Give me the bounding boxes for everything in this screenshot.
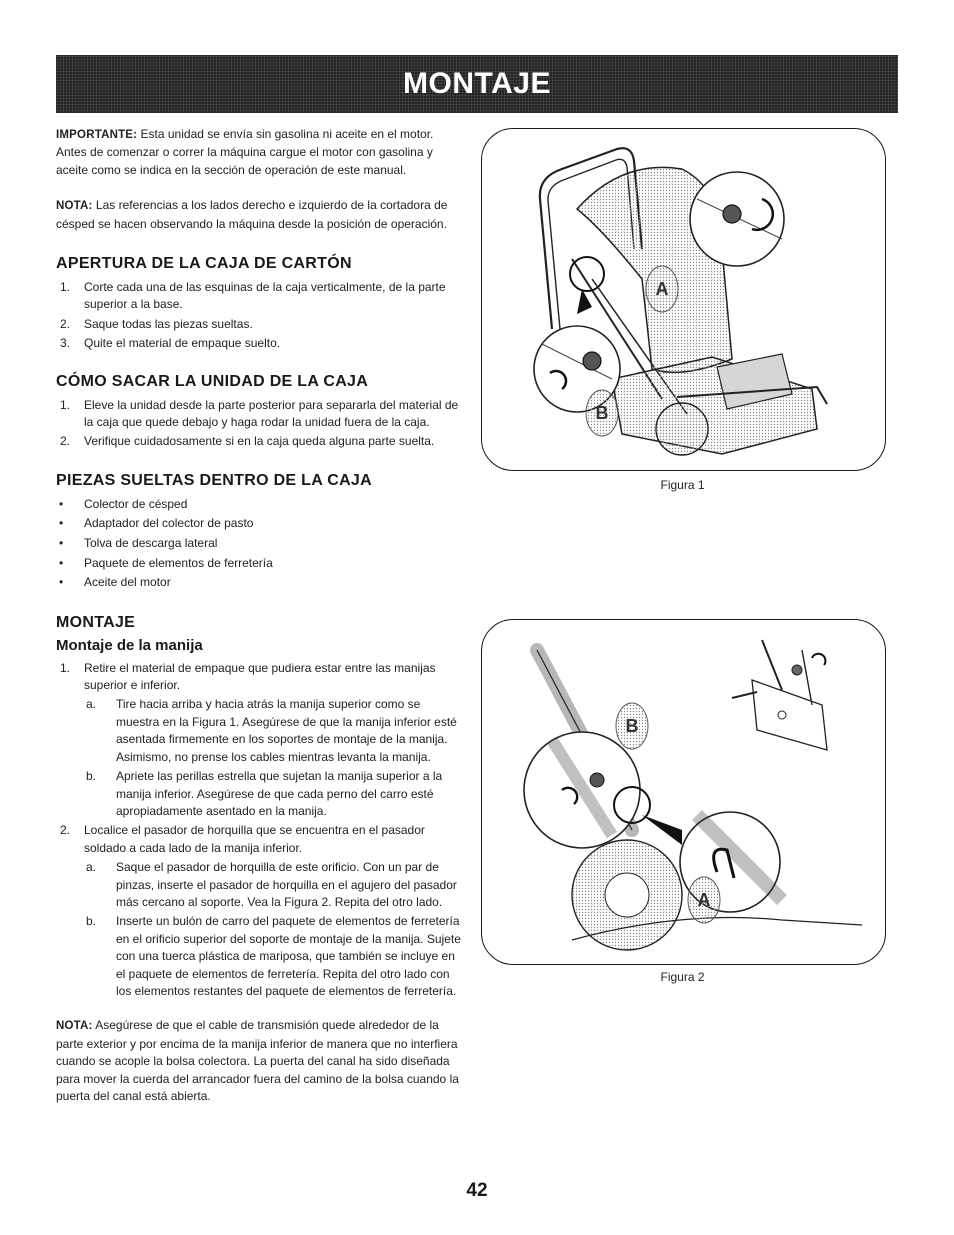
list-item: • Paquete de elementos de ferretería xyxy=(56,555,466,572)
callout-a-label: A xyxy=(655,279,669,299)
banner-title: MONTAJE xyxy=(403,67,551,100)
montaje-note-paragraph xyxy=(56,1017,466,1105)
step-1a: a. Tire hacia arriba y hacia atrás la manija superior como se muestra en la Figura 1. Asegúrese de que la manija inferior esté asentada firmemente en los soportes de montaje de la manija. Asimismo, no prense los cables mientras levanta la manija. xyxy=(86,697,457,764)
list-item: • Tolva de descarga lateral xyxy=(56,535,466,552)
page-number: 42 xyxy=(466,1180,488,1201)
callout-b-label: B xyxy=(625,716,639,736)
montaje-note-text: Asegúrese de que el cable de transmisión quede alrededor de la parte exterior y por encima de la manija inferior de manera que no interfiera cuando se acople la bolsa colectora. La puerta del canal ha sido diseñada para mover la cuerda del arrancador fuera del camino de la bolsa cuando la puerta del canal está abierta. xyxy=(56,1018,459,1103)
figure-2 xyxy=(481,619,886,965)
list-item: 1. Corte cada una de las esquinas de la caja verticalmente, de la parte superior a la base. xyxy=(60,280,446,312)
figure-2-caption: Figura 2 xyxy=(660,970,705,984)
apertura-heading: APERTURA DE LA CAJA DE CARTÓN xyxy=(56,255,352,273)
figure-1-illustration xyxy=(482,129,885,470)
list-item: • Aceite del motor xyxy=(56,574,466,591)
step-2a: a. Saque el pasador de horquilla de este orificio. Con un par de pinzas, inserte el pasador de horquilla en el agujero del pasador más cercano al soporte. Vea la Figura 2. Repita del otro lado. xyxy=(86,860,457,909)
section-banner xyxy=(56,55,898,113)
piezas-heading: PIEZAS SUELTAS DENTRO DE LA CAJA xyxy=(56,471,372,489)
important-label: IMPORTANTE: xyxy=(56,129,138,141)
list-item: 3. Quite el material de empaque suelto. xyxy=(60,336,281,351)
note-text: Las referencias a los lados derecho e izquierdo de la cortadora de césped se hacen observando la máquina desde la posición de operación. xyxy=(56,198,448,231)
list-item: 2. Verifique cuidadosamente si en la caja queda alguna parte suelta. xyxy=(60,434,435,449)
left-column xyxy=(56,124,466,1105)
figure-1-caption: Figura 1 xyxy=(660,478,705,492)
list-item: • Adaptador del colector de pasto xyxy=(56,515,466,532)
figure-1 xyxy=(481,128,886,471)
list-item: 2. Saque todas las piezas sueltas. xyxy=(60,316,253,331)
callout-a-label: A xyxy=(697,890,711,910)
step-1: 1. Retire el material de empaque que pudiera estar entre las manijas superior e inferior. xyxy=(60,660,436,693)
montaje-note-label: NOTA: xyxy=(56,1020,93,1033)
note-label: NOTA: xyxy=(56,200,93,213)
figure-2-illustration xyxy=(482,620,885,964)
important-paragraph xyxy=(56,126,466,179)
como-sacar-list xyxy=(56,397,466,451)
list-item: 1. Eleve la unidad desde la parte posterior para separarla del material de la caja que quede debajo y haga rodar la unidad fuera de la caja. xyxy=(60,397,459,430)
step-2b: b. Inserte un bulón de carro del paquete de elementos de ferretería en el orificio superior del soporte de montaje de la manija. Sujete con una tuerca plástica de mariposa, que también se incluye en el paquete de elementos de ferretería. Repita del otro lado con los elementos restantes del paquete de elementos de ferretería. xyxy=(86,914,461,998)
star-knob-icon xyxy=(583,352,601,370)
montaje-subheading: Montaje de la manija xyxy=(56,636,203,654)
como-sacar-heading: CÓMO SACAR LA UNIDAD DE LA CAJA xyxy=(56,372,369,390)
important-text: Esta unidad se envía sin gasolina ni aceite en el motor. Antes de comenzar o correr la máquina cargue el motor con gasolina y aceite como se indica en la sección de operación de este manual. xyxy=(56,127,434,177)
star-knob-icon xyxy=(723,205,741,223)
step-2: 2. Localice el pasador de horquilla que se encuentra en el pasador soldado a cada lado de la manija inferior. xyxy=(60,823,425,855)
montaje-heading: MONTAJE xyxy=(56,613,136,631)
apertura-list xyxy=(56,279,466,353)
step-1b: b. Apriete las perillas estrella que sujetan la manija superior a la manija inferior. Asegúrese de que cada perno del carro esté apropiadamente asentado en la manija. xyxy=(86,769,443,818)
montaje-steps xyxy=(56,660,466,1001)
list-item: • Colector de césped xyxy=(56,496,466,513)
note-paragraph xyxy=(56,197,466,233)
star-knob-icon xyxy=(590,773,604,787)
rotate-arrow-icon xyxy=(812,654,825,665)
callout-b-label: B xyxy=(595,403,609,423)
piezas-list xyxy=(56,496,466,592)
